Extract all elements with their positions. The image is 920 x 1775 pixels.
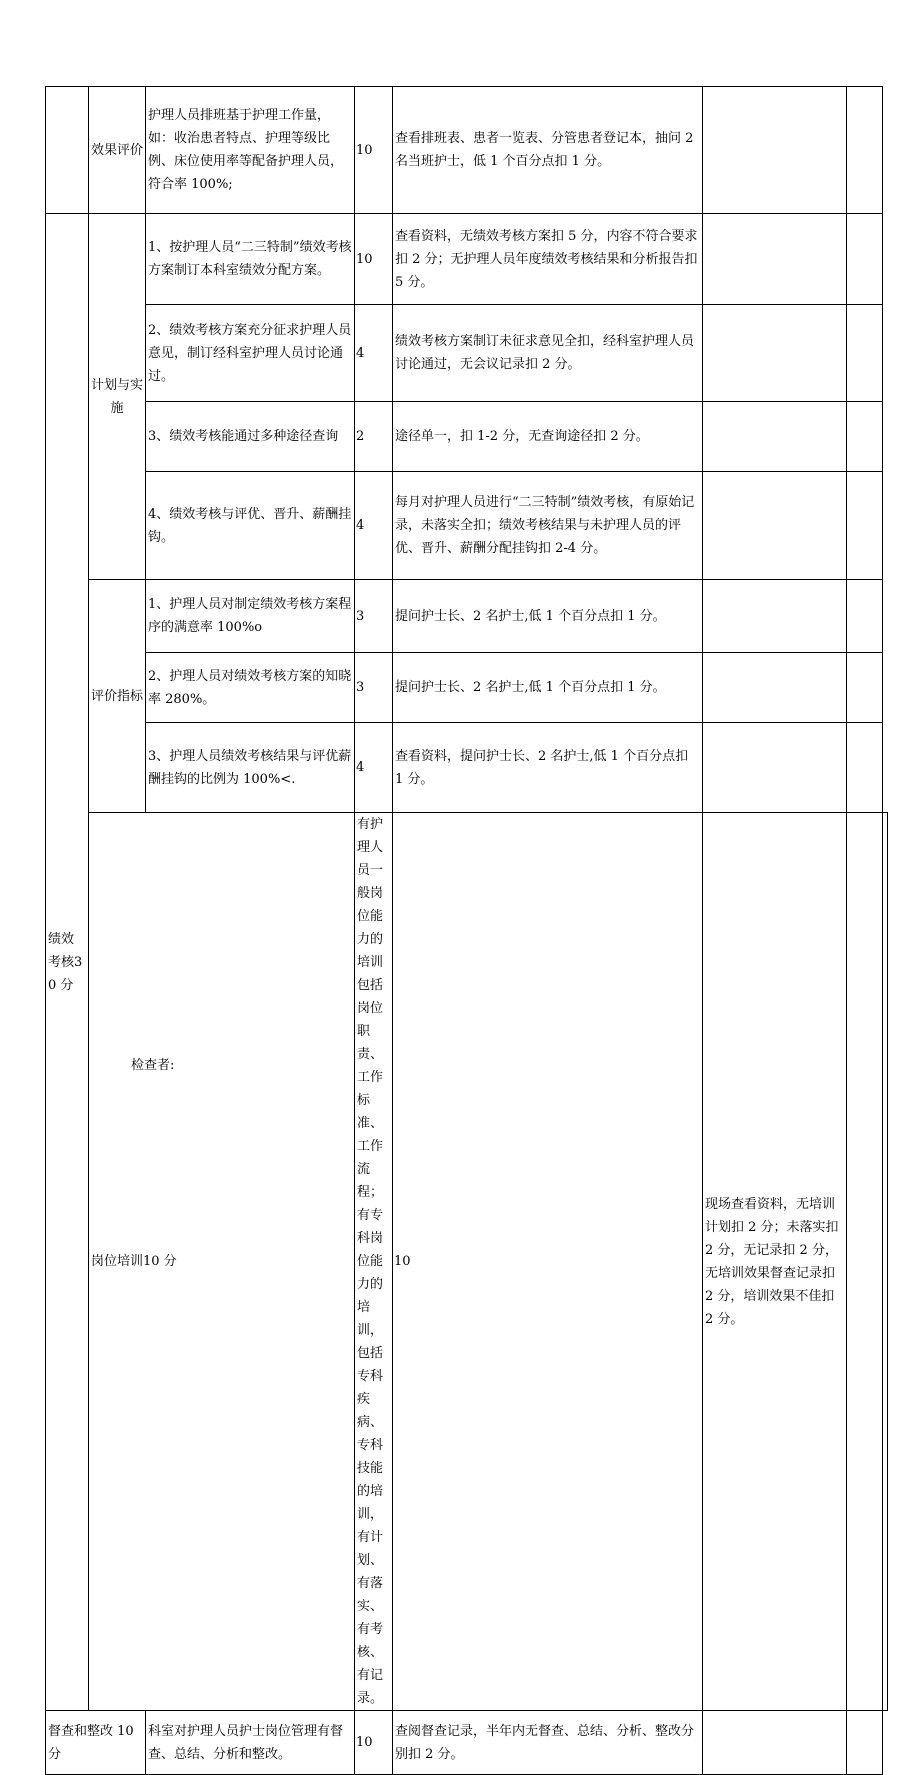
blank-cell — [703, 305, 847, 402]
method-cell: 现场查看资料，无培训计划扣 2 分；未落实扣 2 分，无记录扣 2 分，无培训效果督查记录扣 2 分，培训效果不佳扣 2 分。 — [703, 813, 847, 1711]
blank-cell — [847, 723, 883, 813]
standard-cell: 3、绩效考核能通过多种途径查询 — [146, 402, 355, 472]
points-cell: 10 — [355, 87, 393, 214]
blank-cell — [703, 580, 847, 653]
points-cell: 10 — [355, 1711, 393, 1775]
category-cell-empty — [46, 87, 89, 214]
blank-cell — [847, 87, 883, 214]
method-cell: 提问护士长、2 名护士,低 1 个百分点扣 1 分。 — [393, 580, 703, 653]
blank-cell — [703, 87, 847, 214]
standard-cell: 有护理人员一般岗位能力的培训包括岗位职责、工作标准、工作流程；有专科岗位能力的培训，包括专科疾病、专科技能的培训，有计划、有落实、有考核、有记录。 — [355, 813, 393, 1711]
method-cell: 途径单一，扣 1-2 分，无查询途径扣 2 分。 — [393, 402, 703, 472]
blank-cell — [703, 472, 847, 580]
blank-cell — [703, 653, 847, 723]
blank-cell — [703, 402, 847, 472]
subcategory-plan: 计划与实施 — [89, 214, 146, 580]
blank-cell — [847, 813, 883, 1711]
subcategory-eval: 评价指标 — [89, 580, 146, 813]
points-cell: 2 — [355, 402, 393, 472]
table-row — [46, 305, 888, 402]
table-row — [46, 1711, 888, 1775]
method-cell: 查看排班表、患者一览表、分管患者登记本，抽问 2 名当班护士，低 1 个百分点扣 1 分。 — [393, 87, 703, 214]
blank-cell — [847, 580, 883, 653]
method-cell: 每月对护理人员进行“二三特制”绩效考核，有原始记录，未落实全扣；绩效考核结果与未护理人员的评优、晋升、薪酬分配挂钩扣 2-4 分。 — [393, 472, 703, 580]
standard-cell: 科室对护理人员护士岗位管理有督查、总结、分析和整改。 — [146, 1711, 355, 1775]
blank-cell — [847, 402, 883, 472]
blank-cell — [847, 472, 883, 580]
table-row — [46, 653, 888, 723]
blank-cell — [847, 653, 883, 723]
points-cell: 4 — [355, 723, 393, 813]
subcategory-effect: 效果评价 — [89, 87, 146, 214]
standard-cell: 1、按护理人员“二三特制”绩效考核方案制订本科室绩效分配方案。 — [146, 214, 355, 305]
blank-cell — [847, 305, 883, 402]
method-cell: 查阅督查记录，半年内无督查、总结、分析、整改分别扣 2 分。 — [393, 1711, 703, 1775]
points-cell: 10 — [355, 214, 393, 305]
points-cell: 10 — [393, 813, 703, 1711]
table-row — [46, 472, 888, 580]
category-train: 岗位培训10 分 — [89, 813, 355, 1711]
standard-cell: 4、绩效考核与评优、晋升、薪酬挂钩。 — [146, 472, 355, 580]
standard-cell: 3、护理人员绩效考核结果与评优薪酬挂钩的比例为 100%<. — [146, 723, 355, 813]
category-perf: 绩效考核30 分 — [46, 214, 89, 1711]
blank-cell — [847, 214, 883, 305]
blank-cell — [703, 1711, 847, 1775]
points-cell: 3 — [355, 580, 393, 653]
table-row — [46, 402, 888, 472]
blank-cell — [883, 813, 888, 1711]
standard-cell: 2、护理人员对绩效考核方案的知晓率 280%。 — [146, 653, 355, 723]
blank-cell — [703, 723, 847, 813]
category-audit: 督查和整改 10 分 — [46, 1711, 146, 1775]
method-cell: 查看资料，提问护士长、2 名护士,低 1 个百分点扣 1 分。 — [393, 723, 703, 813]
points-cell: 4 — [355, 472, 393, 580]
standard-cell: 1、护理人员对制定绩效考核方案程序的满意率 100%o — [146, 580, 355, 653]
points-cell: 3 — [355, 653, 393, 723]
blank-cell — [847, 1711, 883, 1775]
table-row — [46, 87, 888, 214]
table-row — [46, 813, 888, 1711]
method-cell: 查看资料，无绩效考核方案扣 5 分，内容不符合要求扣 2 分；无护理人员年度绩效考核结果和分析报告扣 5 分。 — [393, 214, 703, 305]
standard-cell: 护理人员排班基于护理工作量，如：收治患者特点、护理等级比例、床位使用率等配备护理人员，符合率 100%; — [146, 87, 355, 214]
method-cell: 绩效考核方案制订未征求意见全扣，经科室护理人员讨论通过，无会议记录扣 2 分。 — [393, 305, 703, 402]
assessment-table — [45, 86, 888, 1775]
table-row — [46, 580, 888, 653]
inspector-label: 检查者: — [131, 1058, 175, 1073]
method-cell: 提问护士长、2 名护士,低 1 个百分点扣 1 分。 — [393, 653, 703, 723]
table-row — [46, 214, 888, 305]
points-cell: 4 — [355, 305, 393, 402]
standard-cell: 2、绩效考核方案充分征求护理人员意见，制订经科室护理人员讨论通过。 — [146, 305, 355, 402]
table-row — [46, 723, 888, 813]
blank-cell — [703, 214, 847, 305]
